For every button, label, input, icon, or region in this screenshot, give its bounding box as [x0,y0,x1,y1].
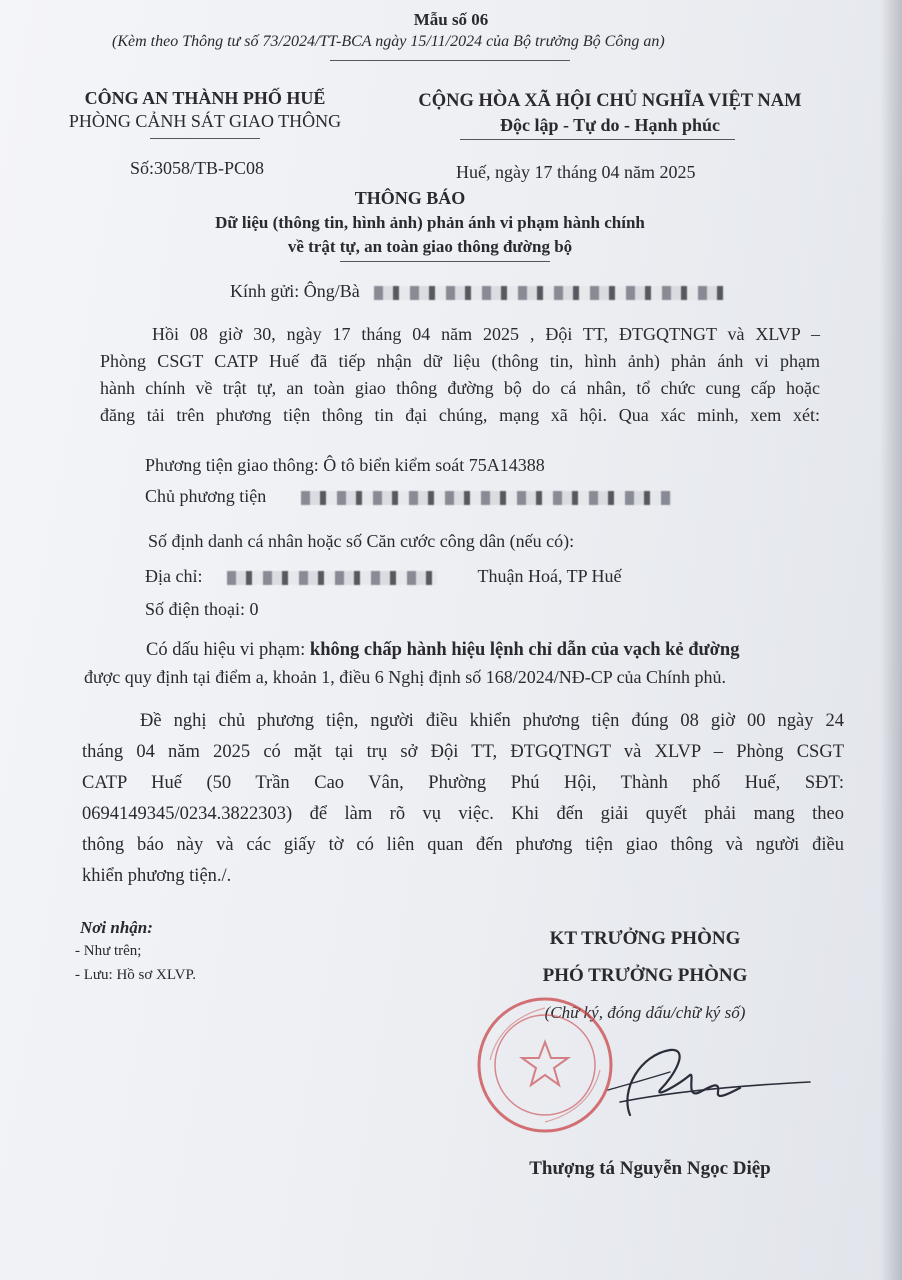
header-divider [330,60,570,61]
address-tail: Thuận Hoá, TP Huế [477,566,622,586]
handwritten-signature-icon [560,1030,820,1130]
owner-label: Chủ phương tiện [145,486,267,506]
issuer-org: CÔNG AN THÀNH PHỐ HUẾ [84,88,326,108]
intro-line: đăng tải trên phương tiện thông tin đại chúng, mạng xã hội. Qua xác minh, xem xét: [100,405,820,425]
violation-prefix: Có dấu hiệu vi phạm: [146,640,310,660]
signature-note: (Chữ ký, đóng dấu/chữ ký số) [544,1003,746,1022]
intro-line: Hồi 08 giờ 30, ngày 17 tháng 04 năm 2025 , Đội TT, ĐTGQTNGT và XLVP – [152,324,820,344]
signer-name: Thượng tá Nguyễn Ngọc Diệp [529,1158,771,1179]
violation-legal-basis: được quy định tại điểm a, khoản 1, điều 6 Nghị định số 168/2024/NĐ-CP của Chính phủ. [84,667,727,687]
notice-title: THÔNG BÁO [354,188,466,208]
motto-underline [460,139,735,140]
intro-line: Phòng CSGT CATP Huế đã tiếp nhận dữ liệu (thông tin, hình ảnh) phản ánh vi phạm [100,351,820,371]
address-label: Địa chỉ: [145,566,203,586]
owner-line [145,483,671,510]
request-line: CATP Huế (50 Trần Cao Vân, Phường Phú Hội, Thành phố Huế, SĐT: [82,773,844,793]
nation-motto: Độc lập - Tự do - Hạnh phúc [499,115,721,135]
notice-subtitle-2: về trật tự, an toàn giao thông đường bộ [287,237,573,256]
issuer-dept: PHÒNG CẢNH SÁT GIAO THÔNG [68,111,342,131]
request-line: thông báo này và các giấy tờ có liên quan đến phương tiện giao thông và người điều [82,835,844,855]
redacted-address [227,571,437,585]
receiver-item: - Như trên; [75,943,142,959]
signer-role-1: KT TRƯỞNG PHÒNG [549,928,741,949]
receivers-title: Nơi nhận: [80,918,153,937]
issuer-underline [150,138,260,139]
signer-role-2: PHÓ TRƯỞNG PHÒNG [542,965,748,986]
redacted-recipient-name [374,286,724,300]
request-paragraph [82,706,844,892]
issue-date: Huế, ngày 17 tháng 04 năm 2025 [456,162,696,182]
request-line: khiển phương tiện./. [82,866,232,886]
recipient-line [230,281,724,302]
violation-line [146,640,739,661]
nation-name: CỘNG HÒA XÃ HỘI CHỦ NGHĨA VIỆT NAM [418,91,802,111]
intro-line: hành chính về trật tự, an toàn giao thông đường bộ do cá nhân, tổ chức cung cấp hoặc [100,378,820,398]
form-number: Mẫu số 06 [413,10,489,29]
receiver-item: - Lưu: Hồ sơ XLVP. [75,967,196,983]
id-line: Số định danh cá nhân hoặc số Căn cước công dân (nếu có): [148,531,575,551]
intro-paragraph [100,321,820,429]
document-ref: Số:3058/TB-PC08 [130,158,265,178]
address-line [145,563,621,590]
title-underline [340,261,550,262]
page-edge-shadow [880,0,902,1280]
recipient-label: Kính gửi: Ông/Bà [230,281,360,301]
violation-text: không chấp hành hiệu lệnh chỉ dẫn của vạch kẻ đường [309,640,740,660]
vehicle-line: Phương tiện giao thông: Ô tô biển kiểm soát 75A14388 [145,455,545,475]
notice-subtitle-1: Dữ liệu (thông tin, hình ảnh) phản ánh vi phạm hành chính [215,213,645,232]
redacted-owner-name [301,491,671,505]
form-attached-note: (Kèm theo Thông tư số 73/2024/TT-BCA ngày 15/11/2024 của Bộ trưởng Bộ Công an) [112,33,665,50]
request-line: tháng 04 năm 2025 có mặt tại trụ sở Đội TT, ĐTGQTNGT và XLVP – Phòng CSGT [82,742,844,762]
request-line: 0694149345/0234.3822303) để làm rõ vụ việc. Khi đến giải quyết phải mang theo [82,804,844,824]
phone-line: Số điện thoại: 0 [145,599,259,619]
request-line: Đề nghị chủ phương tiện, người điều khiển phương tiện đúng 08 giờ 00 ngày 24 [140,711,844,731]
